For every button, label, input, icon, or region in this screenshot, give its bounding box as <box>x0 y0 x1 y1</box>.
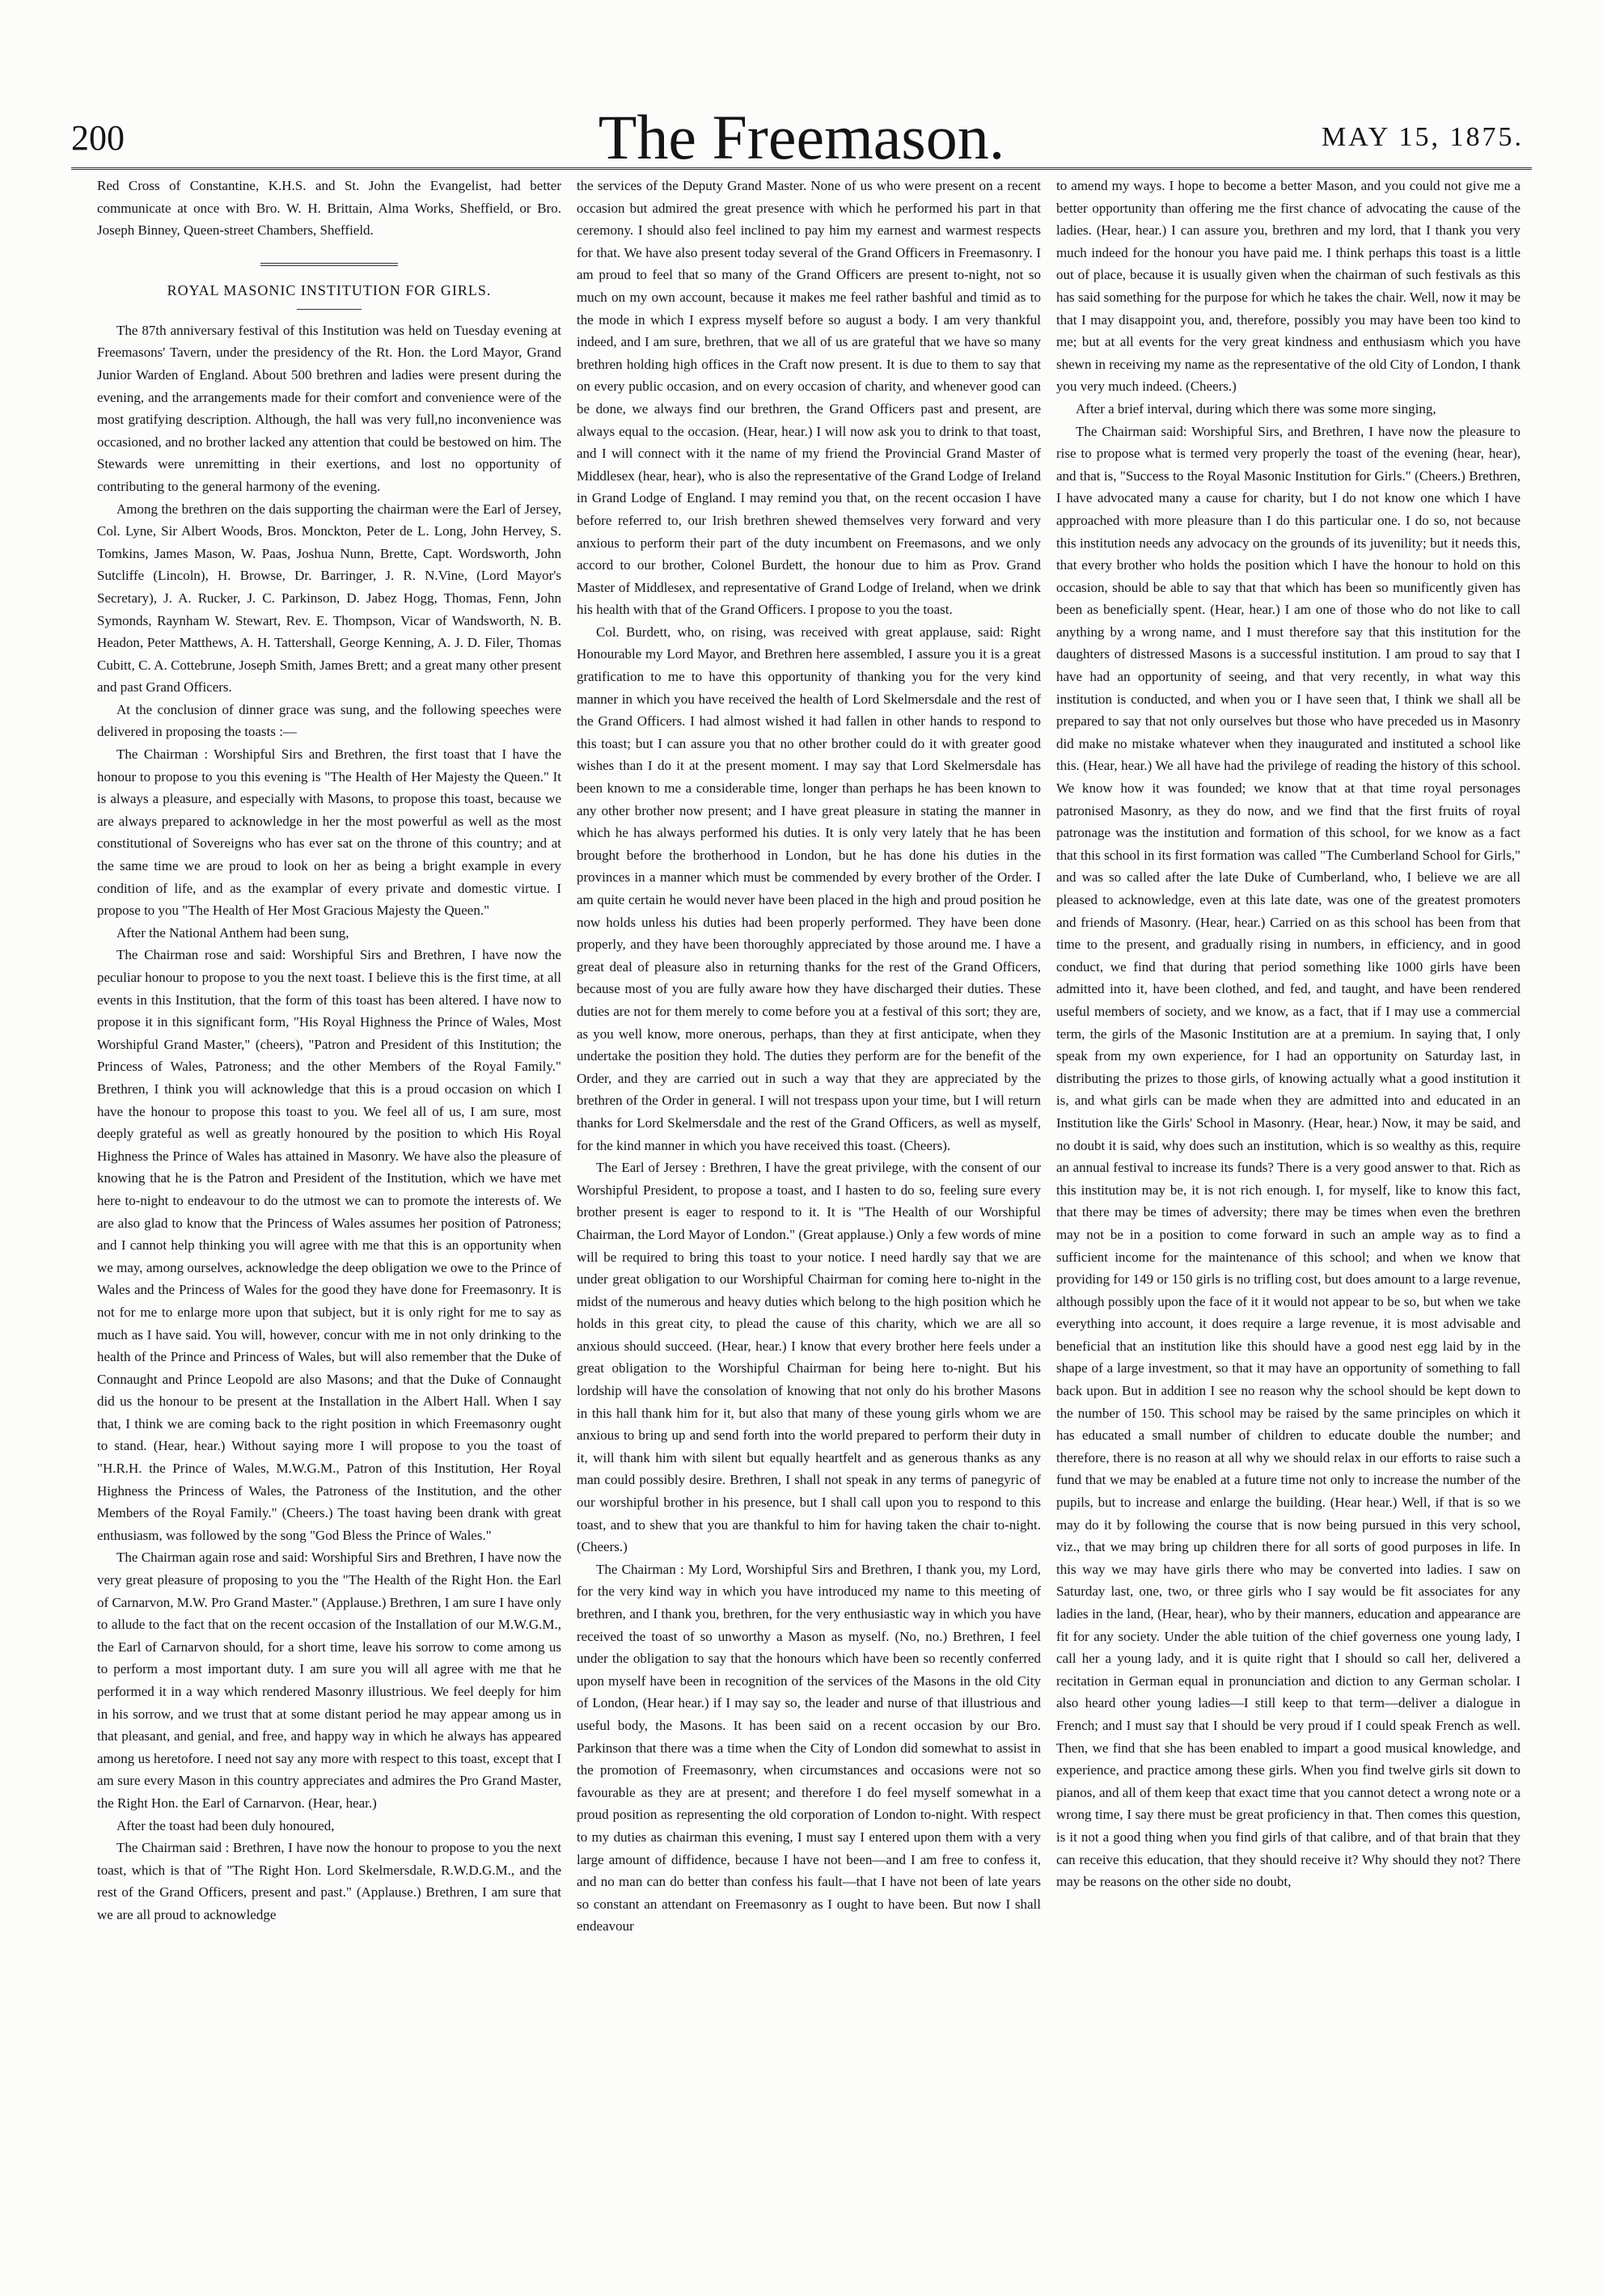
paragraph: The Chairman said : Brethren, I have now the honour to propose to you the next toast, which is that of "The Right Hon. Lord Skelmersdale, R.W.D.G.M., and the rest of the Grand Officers, present and past." (Applause.) Brethren, I am sure that we are all proud to acknowledge <box>97 1840 561 1922</box>
paragraph: At the conclusion of dinner grace was sung, and the following speeches were delivered in proposing the toasts :— <box>97 701 561 740</box>
paragraph: After a brief interval, during which there was some more singing, <box>1076 400 1436 416</box>
issue-date: MAY 15, 1875. <box>1322 122 1524 152</box>
paragraph: The 87th anniversary festival of this Institution was held on Tuesday evening at Freemasons' Tavern, under the presidency of the Rt. Hon. the Lord Mayor, Grand Junior Warden of England. About 500 brethren and ladies were present during the evening, and the arrangements made for their comfort and convenience were of the most gratifying description. Although, the hall was very full,no inconvenience was occasioned, and no brother lacked any attention that could be bestowed on him. The Stewards were unremitting in their exertions, and lost no opportunity of contributing to the general harmony of the evening. <box>97 322 561 494</box>
paragraph: The Chairman : My Lord, Worshipful Sirs and Brethren, I thank you, my Lord, for the very kind way in which you have introduced my name to this meeting of brethren, and I thank you, brethren, for the very enthusiastic way in which you have received the toast of so unworthy a Mason as myself. (No, no.) Brethren, I feel under the obligation to say that the honours which have been so recently conferred upon myself have been in recognition of the services of the Masons in the old City of London, (Hear hear.) if I may say so, the leader and nurse of that illustrious and useful body, the Masons. It has been said on a recent occasion by our Bro. Parkinson that there was a time when the City of London did somewhat to assist in the promotion of Freemasonry, when circumstances and occasions were not so favourable as they are at present; and therefore I do feel myself somewhat in a proud position as representing the old corporation of London to-night. With respect to my duties as chairman this evening, I must say I entered upon them with a very large amount of diffidence, because I have not been—and I am free to confess it, and no man can do better than confess his fault—that I have not been of late years so constant an attendant on Freemasonry as I ought to have been. But now I shall endeavour <box>577 1561 1041 1934</box>
paragraph: Col. Burdett, who, on rising, was received with great applause, said: Right Honourable my Lord Mayor, and Brethren here assembled, I assure you it is a great gratification to me to have this opportunity of thanking you for the very kind manner in which you have received the health of Lord Skelmersdale and the rest of the Grand Officers. I had almost wished it had fallen in other hands to respond to this toast; but I can assure you that no other brother could do it with greater good wishes than I do it at the present moment. I may say that Lord Skelmersdale has been known to me a considerable time, longer than perhaps he has been known to any other brother now present; and I have great pleasure in stating the manner in which he has always performed his duties. It is only very lately that he has been brought before the brotherhood in London, but he has done his duties in the provinces in a manner which must be commended by every brother of the Order. I am quite certain he would never have been placed in the high and proud position he now holds unless his duties had been properly performed. They have been done properly, and they have been thoroughly appreciated by those around me. I have a great deal of pleasure also in returning thanks for the rest of the Grand Officers, because most of you are fully aware how they have discharged their duties. These duties are not for them merely to come before you at a festival of this sort; they are, as you well know, more onerous, perhaps, than they at first anticipate, when they undertake the position they hold. The duties they perform are for the benefit of the Order, and they are carried out in such a way that they are appreciated by the brethren of the Order in general. I will not trespass upon your time, but I will return thanks for Lord Skelmersdale and the rest of the Grand Officers, as well as myself, for the kind manner in which you have received this toast. (Cheers). <box>577 624 1041 1153</box>
column-1 <box>97 175 561 2269</box>
paragraph: to amend my ways. I hope to become a better Mason, and you could not give me a better opportunity than offering me the first chance of advocating the cause of the ladies. (Hear, hear.) I can assure you, brethren and my lord, that I thank you very much indeed for the honour you have paid me. I think perhaps this toast is a little out of place, because it is usually given when the chairman of such festivals as this has said something for the purpose for which he takes the chair. Well, now it may be that I may disappoint you, and, therefore, possibly you may have been too kind to me; but at all events for the very great kindness and enthusiasm which you have shewn in receiving my name as the representative of the old City of London, I thank you very much indeed. (Cheers.) <box>1056 178 1521 395</box>
page-number: 200 <box>71 118 125 158</box>
column-2 <box>577 175 1041 2269</box>
paragraph: The Chairman said: Worshipful Sirs, and Brethren, I have now the pleasure to rise to propose what is termed very properly the toast of the evening (hear, hear), and that is, "Success to the Royal Masonic Institution for Girls." (Cheers.) Brethren, I have advocated many a cause for charity, but I do not know one which I have approached with more pleasure than I do this particular one. I do so, not because this institution needs any advocacy on the grounds of its juvenility; but it needs this, that every brother who holds the position which I have the honour to hold on this occasion, should be able to say that that which has been so munificently given has been as beneficially spent. (Hear, hear.) I am one of those who do not like to call anything by a wrong name, and I must therefore say that this institution for the daughters of distressed Masons is a successful institution. I am proud to say that I have had an opportunity of seeing, and that very recently, in what way this institution is conducted, and when you or I have seen that, I think we shall all be prepared to say that not only ourselves but those who have preceded us in Masonry did make no mistake whatever when they inaugurated and instituted a school like this. (Hear, hear.) We all have had the privilege of reading the history of this school. We know how it was founded; we know that at that time royal personages patronised Masonry, as they do now, and we find that the first fruits of royal patronage was the institution and formation of this school, for we know as a fact that this school in its first formation was called "The Cumberland School for Girls," and was so called after the late Duke of Cumberland, who, I believe we are all pleased to acknowledge, even at this late date, was one of the greatest promoters and friends of Masonry. (Hear, hear.) Carried on as this school has been from that time to the present, and gradually rising in numbers, in efficiency, and in good conduct, we find that during that period something like 1000 girls have been admitted into it, have been clothed, and fed, and taught, and have been rendered useful members of society, and we know, as a fact, that if I may use a commercial term, the girls of the Masonic Institution are at a premium. In saying that, I only speak from my own experience, for I had an opportunity on Saturday last, in distributing the prizes to those girls, of knowing actually what a good institution it is, and what girls can be made when they are admitted into and educated in an Institution like the Girls' School in Masonry. (Hear, hear.) Now, it may be said, and no doubt it is said, why does such an institution, which is so wealthy as this, require an annual festival to increase its funds? There is a very good answer to that. Rich as this institution may be, it is not rich enough. I, for myself, like to know this fact, that there may be times of adversity; there may be times when even the brethren may not be in a position to come forward in such an ample way as to find a sufficient income for the maintenance of this school; and when we know that providing for 149 or 150 girls is no trifling cost, but does amount to a large revenue, although possibly upon the face of it it would not appear to be so, but when we take everything into account, it does require a large revenue, it is most advisable and beneficial that an institution like this should have a good nest egg laid by in the shape of a large investment, so that it may have an opportunity of something to fall back upon. But in addition I see no reason why the school should be kept down to the number of 150. This school may be raised by the same principles on which it has educated a small number of children to educate double the number; and therefore, there is no reason at all why we should relax in our efforts to raise such a fund that we may be enabled at a future time not only to increase the number of the pupils, but to increase and enlarge the building. (Hear hear.) Well, if that is so we may do it by following the course that is now being pursued in this very school, viz., that we may bring up children there for all sorts of good purposes in life. In this way we may have girls there who may be converted into ladies. I saw on Saturday last, one, two, or three girls who I say would be fit associates for any ladies in the land, (Hear, hear), who by their manners, education and appearance are fit for any society. Under the able tuition of the chief governess one young lady, I call her a young lady, and it is quite right that I should so call her, delivered a recitation in German equal in pronunciation and diction to any German scholar. I also heard other young ladies—I still keep to that term—deliver a dialogue in French; and I must say that I should be very proud if I could speak French as well. Then, we find that she has been enabled to impart a good musical knowledge, and experience, and practice among these girls. When you find twelve girls sit down to pianos, and all of them keep that exact time that you cannot detect a wrong note or a wrong time, I say there must be great proficiency in that. Then comes this question, is it not a good thing when you find girls of that calibre, and of that brain that they can receive this education, that they should receive it? Why should they not? There may be reasons on the other side no doubt, <box>1056 423 1521 1890</box>
paragraph: The Chairman rose and said: Worshipful Sirs and Brethren, I have now the peculiar honour to propose to you the next toast. I believe this is the first time, at all events in this Institution, that the form of this toast has been altered. I have now to propose it in this significant form, "His Royal Highness the Prince of Wales, Most Worshipful Grand Master," (cheers), "Patron and President of this Institution; the Princess of Wales, Patroness; and the other Members of the Royal Family." Brethren, I think you will acknowledge that this is a proud occasion on which I have the honour to propose this toast to you. We feel all of us, I am sure, most deeply grateful as well as greatly honoured by the position to which His Royal Highness the Prince of Wales has attained in Masonry. We have also the pleasure of knowing that he is the Patron and President of the Institution, which we have met here to-night to endeavour to do the utmost we can to promote the interests of. We are also glad to know that the Princess of Wales assumes her position of Patroness; and I cannot help thinking you will agree with me that this is an opportunity when we may, among ourselves, acknowledge the deep obligation we owe to the Prince of Wales and the Princess of Wales for the good they have done for Freemasonry. It is not for me to enlarge more upon that subject, but it is only right for me to say as much as I have said. You will, however, concur with me in not only drinking to the health of the Prince and Princess of Wales, but will also remember that the Duke of Connaught and Prince Leopold are also Masons; and that the Duke of Connaught did us the honour to be present at the Installation in the Albert Hall. When I say that, I think we are coming back to the right position in which Freemasonry ought to stand. (Hear, hear.) Without saying more I will propose to you the toast of "H.R.H. the Prince of Wales, M.W.G.M., Patron of this Institution, Her Royal Highness the Princess of Wales, the Patroness of the Institution, and the other Members of the Royal Family." (Cheers.) The toast having been drank with great enthusiasm, was followed by the song "God Bless the Prince of Wales." <box>97 947 561 1543</box>
section-divider <box>260 263 398 266</box>
column-3 <box>1056 175 1521 2269</box>
paragraph: After the National Anthem had been sung, <box>116 924 349 941</box>
publication-title: The Freemason. <box>598 102 1005 172</box>
paragraph: After the toast had been duly honoured, <box>116 1817 335 1833</box>
intro-paragraph: Red Cross of Constantine, K.H.S. and St. John the Evangelist, had better communicate at once with Bro. W. H. Brittain, Alma Works, Sheffield, or Bro. Joseph Binney, Queen-street Chambers, Sheffield. <box>97 178 561 239</box>
masthead <box>71 101 1532 182</box>
article-heading: ROYAL MASONIC INSTITUTION FOR GIRLS. <box>167 281 492 298</box>
paragraph: The Chairman : Worshipful Sirs and Brethren, the first toast that I have the honour to propose to you this evening is "The Health of Her Majesty the Queen." It is always a pleasure, and especially with Masons, to propose this toast, because we are always prepared to acknowledge in her the most powerful as well as the most constitutional of Sovereigns who has ever sat on the throne of this country; and at the same time we are proud to look on her as being a bright example in every condition of life, and as the examplar of every private and domestic virtue. I propose to you "The Health of Her Most Gracious Majesty the Queen." <box>97 746 561 919</box>
paragraph: The Earl of Jersey : Brethren, I have the great privilege, with the consent of our Worshipful President, to propose a toast, and I hasten to do so, feeling sure every brother present is eager to respond to it. It is "The Health of our Worshipful Chairman, the Lord Mayor of London." (Great applause.) Only a few words of mine will be required to bring this toast to your notice. I need hardly say that we are under great obligation to our Worshipful Chairman for coming here to-night in the midst of the numerous and heavy duties which belong to the high position which he holds in this great city, to plead the cause of this charity, which we are all so anxious should succeed. (Hear, hear.) I know that every brother here feels under a great obligation to the Worshipful Chairman for being here to-night. But his lordship will have the consolation of knowing that not only do his brother Masons in this hall thank him for it, but also that many of these young girls whom we are anxious to bring up and send forth into the world prepared to perform their duty in it, will thank him with silent but equally heartfelt and as generous thanks as any man could possibly desire. Brethren, I shall not speak in any terms of panegyric of our worshipful brother in his presence, but I shall call upon you to respond to this toast, and to shew that you are thankful to him for having taken the chair to-night. (Cheers.) <box>577 1160 1041 1555</box>
paragraph: The Chairman again rose and said: Worshipful Sirs and Brethren, I have now the very great pleasure of proposing to you the "The Health of the Right Hon. the Earl of Carnarvon, M.W. Pro Grand Master." (Applause.) Brethren, I am sure I have only to allude to the fact that on the recent occasion of the Installation of our M.W.G.M., the Earl of Carnarvon should, for a short time, leave his sorrow to come among us to perform a most important duty. I am sure you will all agree with me that he performed it in a way which rendered Masonry illustrious. We feel deeply for him in his sorrow, and we trust that at some distant period he may appear among us in that pleasant, and genial, and free, and happy way in which he always has appeared among us heretofore. I need not say any more with respect to this toast, except that I am sure every Mason in this country appreciates and admires the Pro Grand Master, the Right Hon. the Earl of Carnarvon. (Hear, hear.) <box>97 1550 561 1811</box>
paragraph: Among the brethren on the dais supporting the chairman were the Earl of Jersey, Col. Lyne, Sir Albert Woods, Bros. Monckton, Peter de L. Long, John Hervey, S. Tomkins, James Mason, W. Paas, Joshua Nunn, Brette, Capt. Wordsworth, John Sutcliffe (Lincoln), H. Browse, Dr. Barringer, J. R. N.Vine, (Lord Mayor's Secretary), J. A. Rucker, J. C. Parkinson, D. Jabez Hogg, Thomas, Fenn, John Symonds, Raynham W. Stewart, Rev. E. Thompson, Vicar of Wandsworth, N. B. Headon, Peter Matthews, A. H. Tattershall, George Kenning, A. J. D. Filer, Thomas Cubitt, C. A. Cottebrune, Joseph Smith, James Brett; and a great many other present and past Grand Officers. <box>97 501 561 696</box>
masthead-rule <box>71 167 1532 170</box>
heading-rule <box>297 309 362 310</box>
paragraph: the services of the Deputy Grand Master. None of us who were present on a recent occasion but admired the great presence with which he performed his part in that ceremony. I should also feel inclined to pay him my earnest and warmest respects for that. We have also present today several of the Grand Officers in Freemasonry. I am proud to feel that so many of the Grand Officers are present to-night, not so much on my own account, because it makes me feel rather bashful and timid as to the mode in which I express myself before so august a body. I am very thankful indeed, and I am sure, brethren, that we all of us are grateful that we have so many brethren holding high offices in the Craft now present. It is due to them to say that on every public occasion, and on every occasion of charity, and whenever good can be done, we always find our brethren, the Grand Officers past and present, are always equal to the occasion. (Hear, hear.) I will now ask you to drink to that toast, and I will connect with it the name of my friend the Provincial Grand Master of Middlesex (hear, hear), who is also the representative of the Grand Lodge of Ireland in Grand Lodge of England. I may remind you that, on the recent occasion I have before referred to, our Irish brethren shewed themselves very forward and very anxious to perform their part of the duty incumbent on Freemasons, and we only accord to our brother, Colonel Burdett, the honour due to him as Prov. Grand Master of Middlesex, and representative of Grand Lodge of Ireland, when we drink his health with that of the Grand Officers. I propose to you the toast. <box>577 178 1041 618</box>
